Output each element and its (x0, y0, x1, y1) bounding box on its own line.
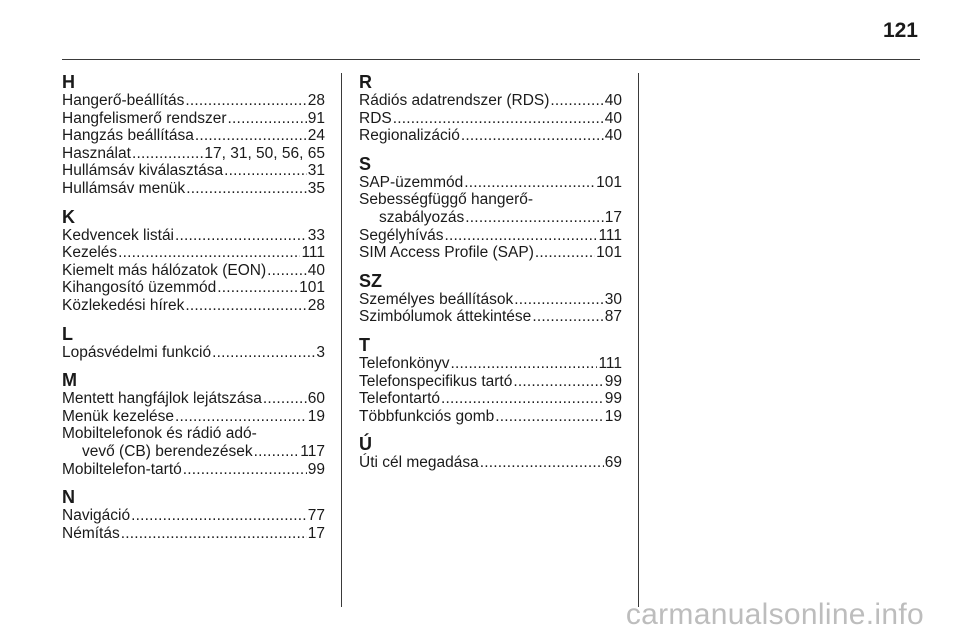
index-entry[interactable] (62, 279, 325, 297)
entry-term: Menük kezelése (62, 407, 175, 425)
entry-pages: 19 (307, 407, 325, 425)
entry-pages: 17 (604, 208, 622, 226)
section-letter: H (62, 72, 75, 92)
dot-leader (513, 373, 603, 391)
dot-leader (465, 209, 603, 227)
dot-leader (450, 355, 597, 373)
entry-pages: 40 (604, 109, 622, 127)
entry-term: Segélyhívás (359, 226, 444, 244)
dot-leader (267, 262, 307, 280)
section-letter: R (359, 72, 372, 92)
entry-pages: 60 (307, 390, 325, 408)
dot-leader (183, 461, 307, 479)
dot-leader (444, 227, 597, 245)
index-section-h (62, 73, 325, 198)
entry-pages: 28 (307, 92, 325, 109)
entry-term: Telefonspecifikus tartó (359, 372, 513, 390)
index-entry[interactable] (359, 390, 622, 408)
entry-term: SIM Access Profile (SAP) (359, 244, 534, 262)
entry-pages: 111 (598, 226, 622, 244)
entry-term: Regionalizáció (359, 127, 460, 145)
entry-pages: 31 (307, 162, 325, 180)
entry-term: Kihangosító üzemmód (62, 279, 217, 297)
entry-term: Úti cél megadása (359, 454, 479, 472)
index-entry[interactable] (359, 291, 622, 309)
dot-leader (263, 390, 307, 408)
entry-pages: 17 (307, 524, 325, 542)
entry-term: Navigáció (62, 507, 131, 525)
index-entry[interactable] (62, 110, 325, 128)
section-letter: N (62, 487, 75, 508)
index-entry[interactable] (62, 390, 325, 408)
entry-pages: 19 (604, 407, 622, 425)
section-letter: S (359, 153, 372, 174)
dot-leader (195, 127, 307, 145)
entry-pages: 91 (307, 109, 325, 127)
entry-pages: 111 (301, 244, 325, 262)
index-column-1 (62, 73, 325, 552)
index-entry[interactable] (359, 373, 622, 391)
index-entry[interactable] (62, 461, 325, 479)
section-letter: L (62, 323, 73, 344)
dot-leader (514, 291, 604, 309)
index-section-r (359, 73, 622, 145)
entry-term: RDS (359, 109, 392, 127)
index-entry[interactable] (359, 355, 622, 373)
entry-pages: 117 (300, 442, 325, 460)
index-entry[interactable] (359, 174, 622, 192)
entry-term: Hangerő-beállítás (62, 92, 185, 109)
entry-pages: 30 (604, 290, 622, 308)
dot-leader (480, 454, 604, 472)
entry-term: Hullámsáv menük (62, 179, 186, 197)
entry-pages: 87 (604, 308, 622, 326)
entry-term: Kedvencek listái (62, 226, 175, 244)
entry-pages: 69 (604, 454, 622, 472)
dot-leader (495, 408, 603, 426)
dot-leader (464, 174, 595, 192)
entry-term: Kiemelt más hálózatok (EON) (62, 261, 267, 279)
entry-pages: 35 (307, 179, 325, 197)
entry-pages: 99 (604, 372, 622, 390)
dot-leader (461, 127, 604, 145)
entry-pages: 101 (596, 173, 622, 191)
entry-term: Többfunkciós gomb (359, 407, 495, 425)
entry-term-continued: szabályozás (379, 208, 465, 226)
dot-leader (132, 145, 203, 163)
entry-pages: 101 (596, 244, 622, 262)
dot-leader (441, 390, 604, 408)
entry-term: Rádiós adatrendszer (RDS) (359, 92, 550, 109)
entry-term: Közlekedési hírek (62, 296, 185, 314)
index-entry[interactable] (359, 408, 622, 426)
index-entry[interactable] (62, 127, 325, 145)
entry-term: Hangfelismerő rendszer (62, 109, 227, 127)
dot-leader (550, 92, 603, 110)
section-letter: Ú (359, 434, 372, 455)
entry-term: Mentett hangfájlok lejátszása (62, 390, 262, 408)
dot-leader (535, 244, 595, 262)
index-entry[interactable] (62, 162, 325, 180)
dot-leader (175, 408, 307, 426)
entry-pages: 3 (316, 343, 325, 361)
dot-leader (254, 443, 300, 461)
index-section-s (359, 155, 622, 262)
index-entry[interactable] (359, 308, 622, 326)
entry-term: Személyes beállítások (359, 290, 514, 308)
entry-term: Szimbólumok áttekintése (359, 308, 532, 326)
column-divider (638, 73, 639, 607)
dot-leader (175, 227, 307, 245)
index-section-sz (359, 272, 622, 326)
index-entry[interactable] (62, 525, 325, 543)
section-letter: M (62, 370, 77, 391)
entry-pages: 33 (307, 226, 325, 244)
entry-pages: 111 (598, 354, 622, 372)
index-entry-continued[interactable] (359, 209, 622, 227)
entry-pages: 24 (307, 127, 325, 145)
index-entry[interactable] (62, 180, 325, 198)
column-divider (341, 73, 342, 607)
index-section-k (62, 208, 325, 315)
entry-pages: 99 (604, 390, 622, 408)
dot-leader (224, 162, 307, 180)
entry-pages: 99 (307, 460, 325, 478)
watermark: carmanualsonline.info (625, 598, 924, 631)
index-section-m (62, 371, 325, 478)
entry-term: Lopásvédelmi funkció (62, 343, 212, 361)
index-section-n (62, 488, 325, 542)
index-entry[interactable] (62, 408, 325, 426)
entry-term: Telefontartó (359, 390, 440, 408)
entry-term: Telefonkönyv (359, 354, 450, 372)
header-rule (62, 59, 920, 60)
entry-pages: 101 (299, 279, 325, 297)
dot-leader (185, 92, 306, 110)
dot-leader (217, 279, 298, 297)
page-number: 121 (882, 19, 918, 42)
index-entry[interactable] (62, 262, 325, 280)
dot-leader (228, 110, 307, 128)
entry-term: Némítás (62, 524, 120, 542)
index-entry[interactable] (359, 110, 622, 128)
dot-leader (212, 344, 315, 362)
index-entry[interactable] (62, 145, 325, 163)
section-letter: K (62, 206, 75, 227)
index-section-t (359, 336, 622, 425)
index-entry-continued[interactable] (62, 443, 325, 461)
index-entry[interactable] (62, 507, 325, 525)
entry-term: Mobiltelefon-tartó (62, 460, 182, 478)
index-section-l (62, 325, 325, 362)
index-section-u-acute (359, 435, 622, 472)
entry-term: Kezelés (62, 244, 118, 262)
entry-pages: 40 (307, 261, 325, 279)
dot-leader (121, 525, 307, 543)
entry-pages: 40 (604, 92, 622, 109)
section-letter: SZ (359, 270, 383, 291)
index-column-2 (359, 73, 622, 482)
entry-term[interactable]: Sebességfüggő hangerő- (359, 191, 534, 209)
index-entry[interactable] (359, 244, 622, 262)
entry-term: Használat (62, 144, 131, 162)
dot-leader (393, 110, 604, 128)
entry-term-continued: vevő (CB) berendezések (82, 442, 253, 460)
entry-pages: 77 (307, 507, 325, 525)
section-letter: T (359, 334, 370, 355)
dot-leader (118, 244, 300, 262)
index-entry[interactable] (62, 344, 325, 362)
index-entry[interactable] (62, 297, 325, 315)
index-entry[interactable] (62, 244, 325, 262)
index-entry[interactable] (62, 227, 325, 245)
dot-leader (131, 507, 307, 525)
dot-leader (185, 297, 306, 315)
index-entry[interactable] (359, 454, 622, 472)
index-entry[interactable] (359, 127, 622, 145)
index-entry[interactable] (359, 227, 622, 245)
entry-term: Hullámsáv kiválasztása (62, 162, 224, 180)
entry-term: SAP-üzemmód (359, 173, 464, 191)
index-entry[interactable] (62, 92, 325, 110)
index-entry[interactable] (359, 92, 622, 110)
entry-pages: 40 (604, 127, 622, 145)
dot-leader (532, 308, 603, 326)
entry-pages: 28 (307, 296, 325, 314)
entry-pages: 17, 31, 50, 56, 65 (204, 144, 325, 162)
entry-term[interactable]: Mobiltelefonok és rádió adó- (62, 425, 257, 443)
entry-term: Hangzás beállítása (62, 127, 194, 145)
dot-leader (186, 180, 307, 198)
